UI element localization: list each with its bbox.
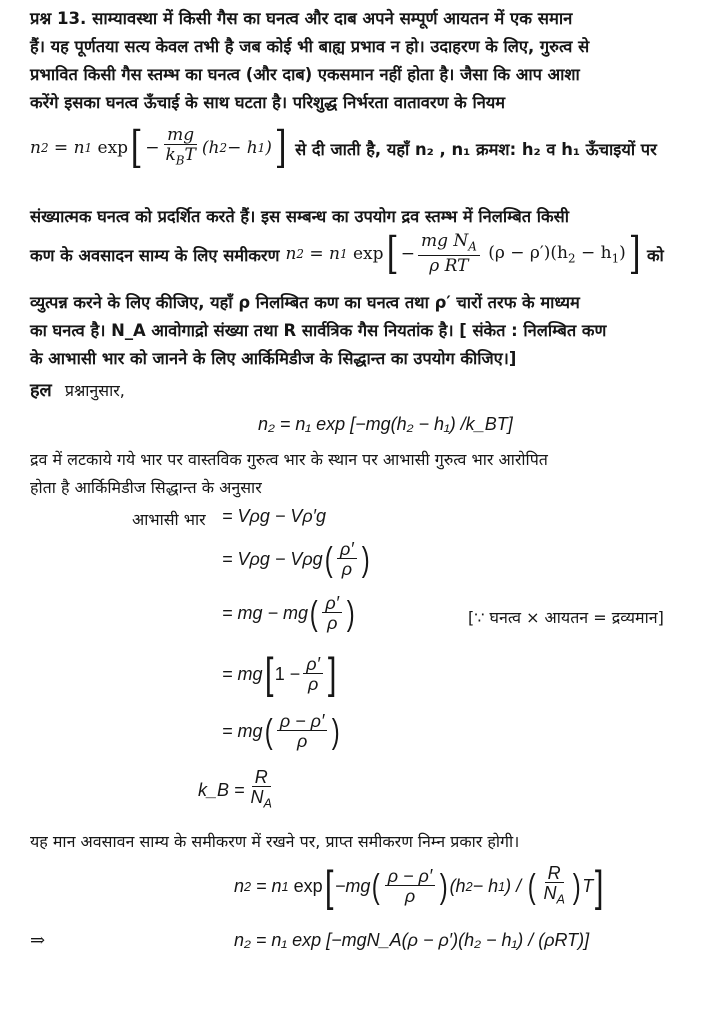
question-label: प्रश्न 13. bbox=[30, 9, 87, 28]
step-1: = Vρg − Vρ′g bbox=[222, 506, 327, 526]
step-4-prefix: = mg bbox=[222, 663, 263, 684]
solution-para-2: यह मान अवसावन साम्य के समीकरण में रखने पर, प्राप्त समीकरण निम्न प्रकार होगी। bbox=[30, 832, 520, 851]
solution-label: हल bbox=[30, 380, 52, 401]
kb-relation: k_B = $\frac{R}{N_A}$ bbox=[198, 767, 272, 811]
kb-lhs: k_B = bbox=[198, 780, 245, 801]
equation-substituted: n 2 = n 1 exp [ −mg ( $\frac{\rho - \rho'}{\rho}$ ) (h 2 − h 1 ) / ( $\frac{R}{N_A}$ ) T ] bbox=[234, 861, 604, 911]
question-text-7b: को bbox=[646, 245, 664, 265]
step-5: = mg ( $\frac{\rho - \rho'}{\rho}$ ) bbox=[222, 711, 341, 751]
question-line-3: प्रभावित किसी गैस स्तम्भ का घनत्व (और दाब) एकसमान नहीं होता है। जैसा कि आप आशा bbox=[30, 65, 580, 84]
step-2: = Vρg − Vρg ( $\frac{\rho'}{\rho}$ ) bbox=[222, 539, 370, 579]
solution-intro: प्रश्नानुसार, bbox=[64, 381, 125, 400]
solution-heading bbox=[30, 378, 125, 402]
question-text-1: साम्यावस्था में किसी गैस का घनत्व और दाब अपने सम्पूर्ण आयतन में एक समान bbox=[92, 9, 573, 28]
implies-symbol: ⇒ bbox=[30, 930, 46, 951]
sedimentation-formula: n 2 = n 1 exp [ − $\frac{mg N_A}{\text{ρ RT}}$ $(\rho - \rho')(h_2 - h_1)$ ] bbox=[285, 228, 641, 280]
step-3: = mg − mg ( $\frac{\rho'}{\rho}$ ) bbox=[222, 593, 355, 633]
barometric-formula: n 2 = n 1 exp [ − $\frac{mg}{k_BT}$ (h 2 − h 1 ) ] bbox=[30, 122, 287, 174]
question-line-5 bbox=[30, 122, 657, 174]
question-line-8: व्युत्पन्न करने के लिए कीजिए, यहाँ ρ निलम्बित कण का घनत्व तथा ρ′ चारों तरफ के माध्यम bbox=[30, 293, 580, 312]
step-2-prefix: = Vρg − Vρg bbox=[222, 549, 323, 569]
step-3-prefix: = mg − mg bbox=[222, 603, 309, 623]
step-4: = mg [ 1 − $\frac{\rho'}{\rho}$ ] bbox=[222, 649, 337, 698]
step-5-prefix: = mg bbox=[222, 721, 263, 741]
question-line-4: करेंगे इसका घनत्व ऊँचाई के साथ घटता है। परिशुद्ध निर्भरता वातावरण के नियम bbox=[30, 93, 506, 112]
question-line-10: के आभासी भार को जानने के लिए आर्किमिडीज के सिद्धान्त का उपयोग कीजिए।] bbox=[30, 349, 517, 368]
step-3-note: [∵ घनत्व × आयतन = द्रव्यमान] bbox=[468, 608, 664, 627]
equation-1: n₂ = n₁ exp [−mg(h₂ − h₁) /k_BT] bbox=[258, 414, 513, 434]
question-line-9: का घनत्व है। N_A आवोगाद्रो संख्या तथा R सार्वत्रिक गैस नियतांक है। [ संकेत : निलम्बित कण bbox=[30, 321, 607, 340]
question-text-5: से दी जाती है, यहाँ n₂ , n₁ क्रमश: h₂ व h₁ ऊँचाइयों पर bbox=[295, 139, 657, 159]
question-line-2: हैं। यह पूर्णतया सत्य केवल तभी है जब कोई भी बाह्य प्रभाव न हो। उदाहरण के लिए, गुरुत्व से bbox=[30, 37, 590, 56]
question-line-7 bbox=[30, 228, 664, 280]
apparent-weight-label: आभासी भार bbox=[132, 510, 206, 529]
question-line-6: संख्यात्मक घनत्व को प्रदर्शित करते हैं। इस सम्बन्ध का उपयोग द्रव स्तम्भ में निलम्बित किसी bbox=[30, 207, 569, 226]
question-line-1 bbox=[30, 6, 572, 29]
solution-para-1-line-2: होता है आर्किमिडीज सिद्धान्त के अनुसार bbox=[30, 478, 262, 497]
question-text-7: कण के अवसादन साम्य के लिए समीकरण bbox=[30, 245, 280, 265]
solution-para-1-line-1: द्रव में लटकाये गये भार पर वास्तविक गुरुत्व भार के स्थान पर आभासी गुरुत्व भार आरोपित bbox=[30, 450, 548, 469]
final-equation: n₂ = n₁ exp [−mgN_A(ρ − ρ′)(h₂ − h₁) / (ρRT)] bbox=[234, 930, 590, 950]
